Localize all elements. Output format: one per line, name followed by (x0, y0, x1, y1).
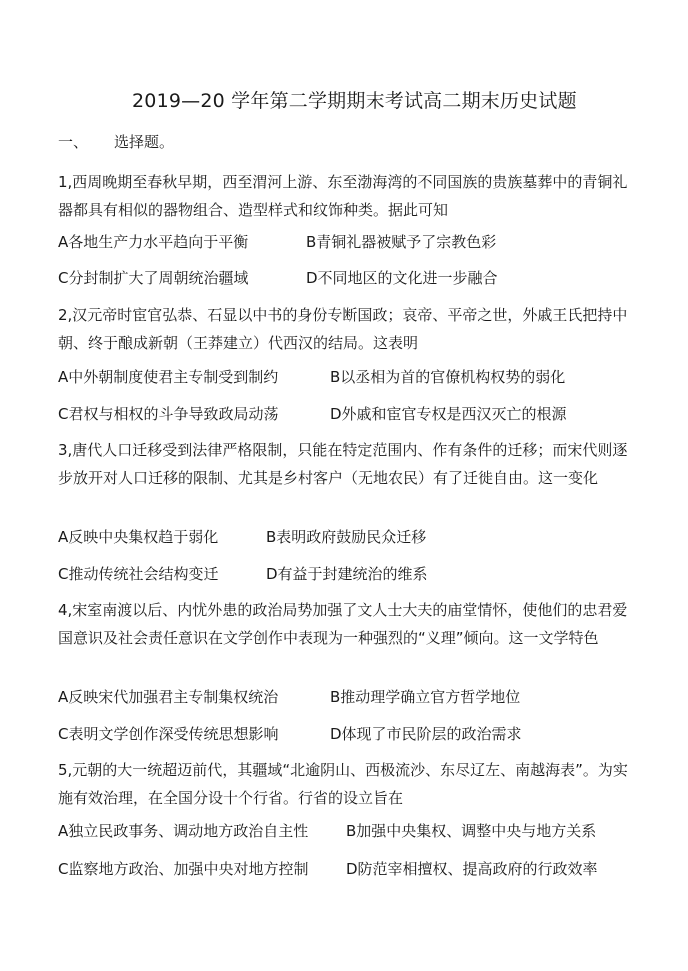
question-5-option-a: A独立民政事务、调动地方政治自主性 (58, 822, 309, 840)
question-1-option-c: C分封制扩大了周朝统治疆域 (58, 269, 249, 287)
question-2-option-a: A中外朝制度使君主专制受到制约 (58, 368, 279, 386)
question-3-option-d: D有益于封建统治的维系 (266, 565, 428, 583)
section-heading (58, 131, 174, 152)
question-3-option-a: A反映中央集权趋于弱化 (58, 528, 219, 546)
question-1-option-d: D不同地区的文化进一步融合 (306, 269, 498, 287)
question-2-option-b: B以丞相为首的官僚机构权势的弱化 (330, 368, 566, 386)
question-1-option-b: B青铜礼器被赋予了宗教色彩 (306, 233, 497, 251)
question-4-option-b: B推动理学确立官方哲学地位 (330, 688, 521, 706)
question-5-option-d: D防范宰相擅权、提高政府的行政效率 (346, 860, 598, 878)
section-label: 选择题。 (114, 133, 175, 151)
question-2-option-d: D外戚和宦官专权是西汉灭亡的根源 (330, 405, 567, 423)
question-4-stem: 4,宋室南渡以后、内忧外患的政治局势加强了文人士大夫的庙堂情怀，使他们的忠君爱国意识及社会责任意识在文学创作中表现为一种强烈的“义理”倾向。这一文学特色 (58, 601, 628, 647)
question-2-option-c: C君权与相权的斗争导致政局动荡 (58, 405, 279, 423)
question-5-option-c: C监察地方政治、加强中央对地方控制 (58, 860, 309, 878)
question-4-option-c: C表明文学创作深受传统思想影响 (58, 725, 279, 743)
question-3-stem: 3,唐代人口迁移受到法律严格限制，只能在特定范围内、作有条件的迁移；而宋代则逐步放开对人口迁移的限制、尤其是乡村客户（无地农民）有了迁徙自由。这一变化 (58, 441, 628, 487)
question-1-stem: 1,西周晚期至春秋早期，西至渭河上游、东至渤海湾的不同国族的贵族墓葬中的青铜礼器都具有相似的器物组合、造型样式和纹饰种类。据此可知 (58, 173, 628, 219)
question-5-option-b: B加强中央集权、调整中央与地方关系 (346, 822, 597, 840)
page-title: 2019—20 学年第二学期期末考试高二期末历史试题 (132, 90, 577, 112)
question-4-option-d: D体现了市民阶层的政治需求 (330, 725, 522, 743)
question-3-option-b: B表明政府鼓励民众迁移 (266, 528, 427, 546)
question-2-stem: 2,汉元帝时宦官弘恭、石显以中书的身份专断国政；哀帝、平帝之世，外戚王氏把持中朝、终于酿成新朝（王莽建立）代西汉的结局。这表明 (58, 306, 628, 352)
question-1-option-a: A各地生产力水平趋向于平衡 (58, 233, 249, 251)
question-4-option-a: A反映宋代加强君主专制集权统治 (58, 688, 279, 706)
section-number: 一、 (58, 133, 89, 151)
question-3-option-c: C推动传统社会结构变迁 (58, 565, 219, 583)
question-5-stem: 5,元朝的大一统超迈前代，其疆域“北逾阴山、西极流沙、东尽辽左、南越海表”。为实施有效治理，在全国分设十个行省。行省的设立旨在 (58, 761, 628, 807)
